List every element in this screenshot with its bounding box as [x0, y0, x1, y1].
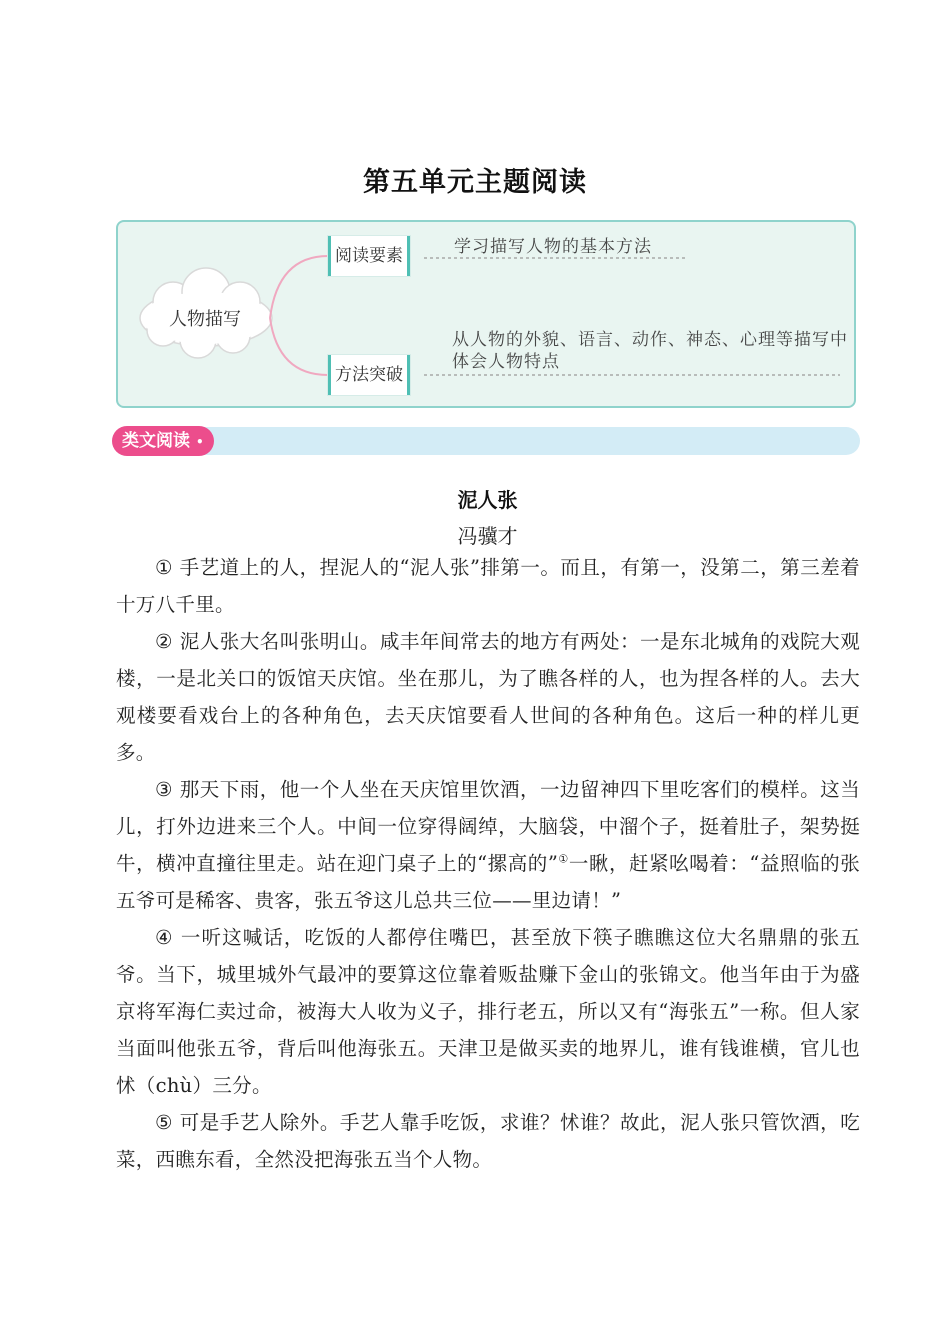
paragraph-5 — [116, 1104, 860, 1178]
paragraph-3 — [116, 771, 860, 919]
paragraph-text: 一听这喊话，吃饭的人都停住嘴巴，甚至放下筷子瞧瞧这位大名鼎鼎的张五爷。当下，城里城外气最冲的要算这位靠着贩盐赚下金山的张锦文。他当年由于为盛京将军海仁卖过命，被海大人收为义子，排行老五，所以又有“海张五”一称。但人家当面叫他张五爷，背后叫他海张五。天津卫是做买卖的地界儿，谁有钱谁横，官儿也怵（chù）三分。 — [116, 926, 860, 1097]
story-title: 泥人张 — [457, 488, 518, 512]
tag-method-breakthrough: 方法突破 — [328, 355, 410, 395]
section-label: 类文阅读 — [122, 431, 190, 451]
paragraph-text: 可是手艺人除外。手艺人靠手吃饭，求谁？怵谁？故此，泥人张只管饮酒，吃菜，西瞧东看，全然没把海张五当个人物。 — [116, 1111, 860, 1171]
paragraph-4 — [116, 919, 860, 1104]
paragraph-number: ③ — [155, 778, 173, 801]
section-badge — [112, 426, 214, 456]
story-author: 冯骥才 — [457, 524, 518, 548]
branch-connector-bottom — [270, 318, 328, 375]
paragraph-text: 一瞅，赶紧吆喝着：“益照临的张五爷可是稀客、贵客，张五爷这儿总共三位——里边请！” — [116, 852, 860, 912]
footnote-marker: ① — [558, 852, 569, 866]
tag-reading-element: 阅读要素 — [328, 236, 410, 276]
concept-map — [116, 220, 856, 408]
branch-text-1: 学习描写人物的基本方法 — [454, 237, 652, 257]
paragraph-text: 手艺道上的人，捏泥人的“泥人张”排第一。而且，有第一，没第二，第三差着十万八千里。 — [116, 556, 860, 616]
center-topic: 人物描写 — [169, 309, 241, 330]
page-title: 第五单元主题阅读 — [363, 167, 587, 198]
paragraph-number: ② — [155, 630, 173, 653]
paragraph-2 — [116, 623, 860, 771]
paragraph-1 — [116, 549, 860, 623]
section-bullet: • — [196, 435, 204, 449]
story-body — [116, 549, 860, 1178]
section-bar — [112, 427, 860, 455]
paragraph-text: 那天下雨，他一个人坐在天庆馆里饮酒，一边留神四下里吃客们的模样。这当儿，打外边进来三个人。中间一位穿得阔绰，大脑袋，中溜个子，挺着肚子，架势挺牛，横冲直撞往里走。站在迎门桌子上的“摞高的” — [116, 778, 860, 875]
branch-connector-top — [270, 256, 328, 318]
paragraph-number: ④ — [155, 926, 174, 949]
paragraph-number: ① — [155, 556, 173, 579]
paragraph-number: ⑤ — [155, 1111, 173, 1134]
paragraph-text: 泥人张大名叫张明山。咸丰年间常去的地方有两处：一是东北城角的戏院大观楼，一是北关口的饭馆天庆馆。坐在那儿，为了瞧各样的人，也为捏各样的人。去大观楼要看戏台上的各种角色，去天庆馆要看人世间的各种角色。这后一种的样儿更多。 — [116, 630, 860, 764]
branch-text-2: 从人物的外貌、语言、动作、神态、心理等描写中体会人物特点 — [452, 330, 848, 372]
